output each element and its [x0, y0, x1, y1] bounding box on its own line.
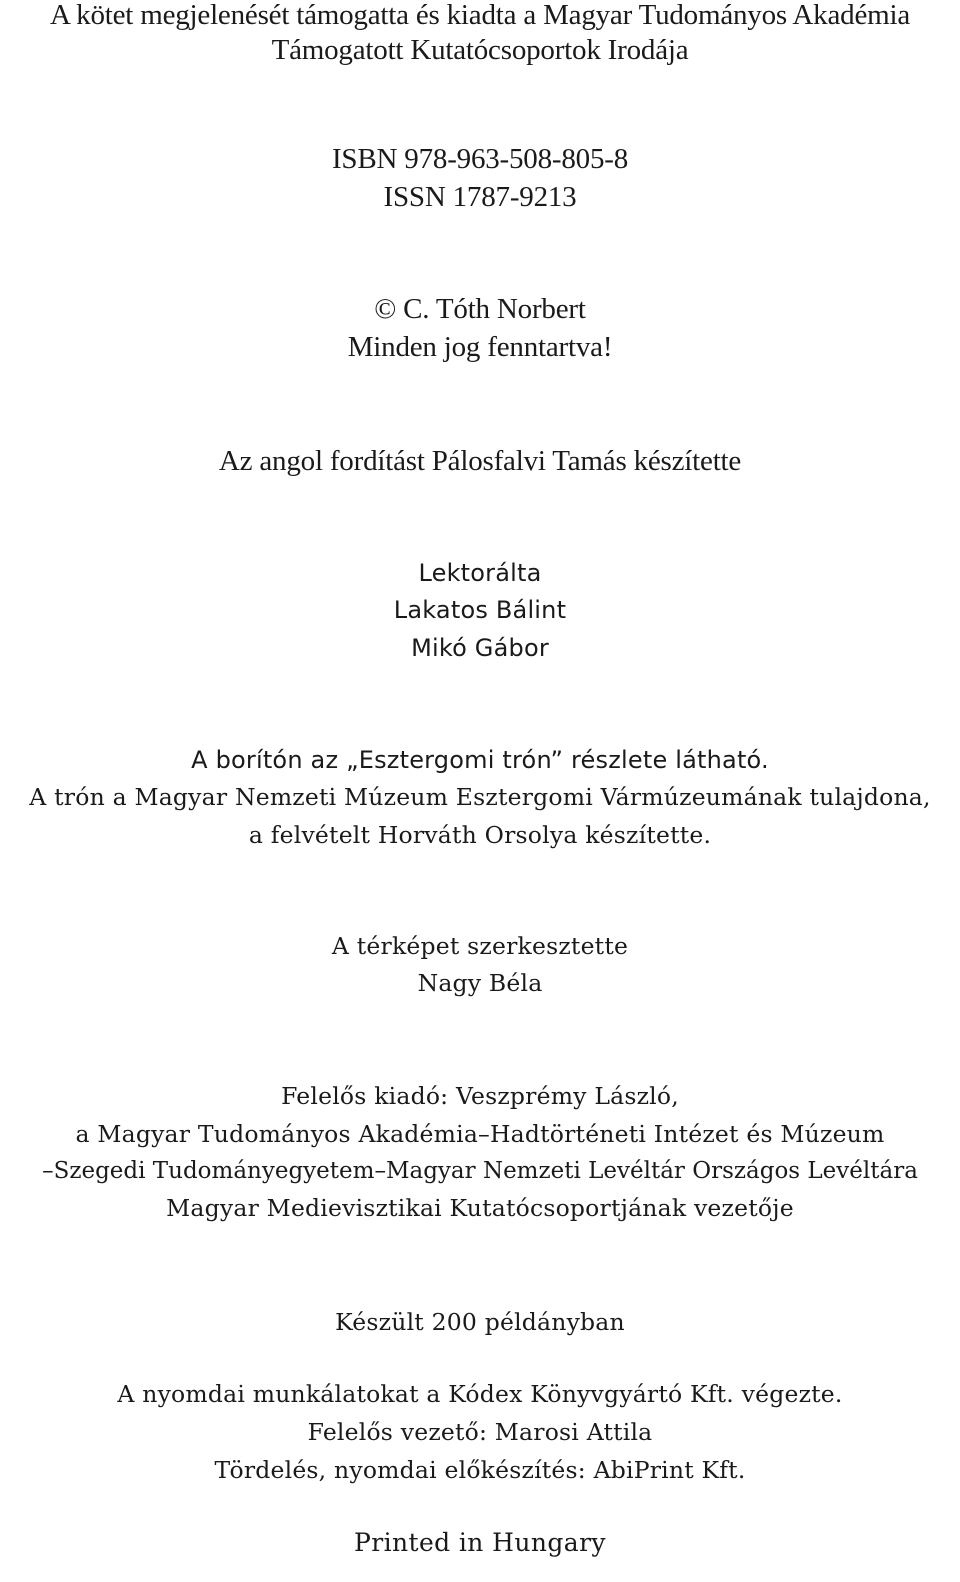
printing-line-3: Tördelés, nyomdai előkészítés: AbiPrint Kft.	[214, 1456, 746, 1484]
isbn: ISBN 978-963-508-805-8	[331, 143, 629, 175]
publisher-line-4: Magyar Medievisztikai Kutatócsoportjának vezetője	[166, 1194, 794, 1222]
cover-line-2: A trón a Magyar Nemzeti Múzeum Esztergomi Vármúzeumának tulajdona,	[29, 783, 931, 811]
map-editor: Nagy Béla	[417, 969, 543, 997]
translation-credit: Az angol fordítást Pálosfalvi Tamás készítette	[218, 445, 742, 477]
copies-count: Készült 200 példányban	[335, 1308, 625, 1336]
map-heading: A térképet szerkesztette	[331, 932, 629, 960]
cover-line-3: a felvételt Horváth Orsolya készítette.	[248, 821, 712, 849]
cover-line-1: A borítón az „Esztergomi trón” részlete látható.	[191, 746, 769, 774]
issn: ISSN 1787-9213	[383, 181, 577, 213]
publisher-line-1: Felelős kiadó: Veszprémy László,	[281, 1082, 679, 1110]
rights-reserved: Minden jog fenntartva!	[347, 331, 613, 363]
reviewer-name: Lakatos Bálint	[393, 596, 567, 624]
support-line-1: A kötet megjelenését támogatta és kiadta a Magyar Tudományos Akadémia	[49, 0, 911, 31]
printing-line-2: Felelős vezető: Marosi Attila	[307, 1418, 653, 1446]
printed-in: Printed in Hungary	[354, 1528, 606, 1557]
reviewer-name: Mikó Gábor	[411, 634, 549, 662]
copyright-holder: © C. Tóth Norbert	[374, 293, 586, 325]
support-line-2: Támogatott Kutatócsoportok Irodája	[271, 34, 689, 66]
printing-line-1: A nyomdai munkálatokat a Kódex Könyvgyártó Kft. végezte.	[117, 1380, 843, 1408]
publisher-line-2: a Magyar Tudományos Akadémia–Hadtörténeti Intézet és Múzeum	[75, 1120, 885, 1148]
publisher-line-3: –Szegedi Tudományegyetem–Magyar Nemzeti Levéltár Országos Levéltára	[42, 1158, 918, 1184]
review-heading: Lektorálta	[418, 559, 542, 587]
